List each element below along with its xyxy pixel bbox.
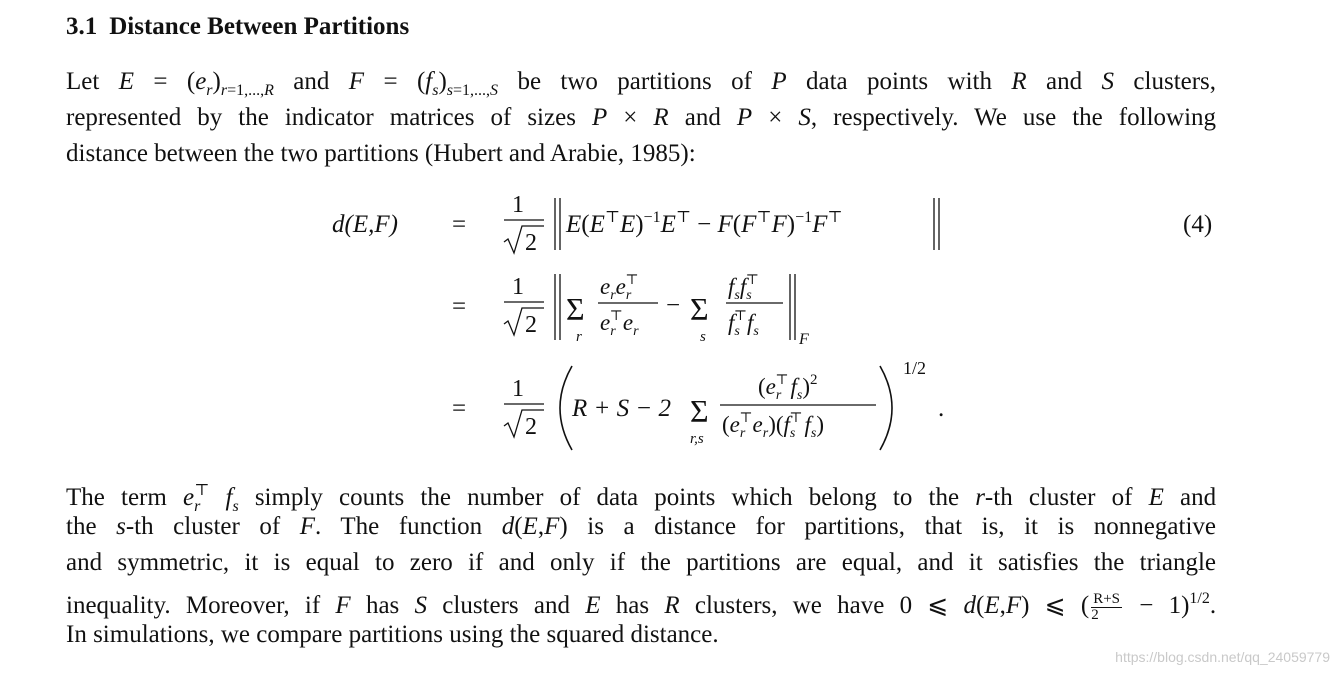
text-be-two-partitions: be two partitions of	[517, 68, 752, 95]
sqrt-sign	[504, 410, 544, 437]
intro-paragraph	[66, 64, 1216, 172]
equation-block	[0, 170, 1339, 470]
fraction-denominator: $e_r⊤e_r$	[600, 309, 639, 339]
watermark: https://blog.csdn.net/qq_24059779	[1115, 649, 1330, 665]
fraction-one: 1	[512, 192, 524, 218]
sqrt-sign	[504, 308, 544, 335]
text-clusters: clusters,	[1133, 68, 1217, 95]
fraction-one: 1	[512, 376, 524, 402]
sqrt-argument: 2	[525, 312, 537, 338]
text-inequality: inequality. Moreover, if	[66, 592, 321, 619]
norm-expression: $E(E^⊤E)^{-1}E^⊤ - F(F^⊤F)^{-1}F^⊤$	[566, 209, 843, 238]
sqrt-sign	[504, 226, 544, 253]
sum-symbol: Σ	[690, 393, 709, 429]
sum-symbol: Σ	[566, 291, 585, 327]
text-and: and	[1046, 68, 1083, 95]
fraction-denominator: $(e_r⊤e_r)(f_s⊤f_s)$	[722, 411, 825, 441]
sum-symbol: Σ	[690, 291, 709, 327]
exponent-half: 1/2	[903, 358, 927, 378]
explanation-paragraph	[66, 473, 1216, 653]
explanation-line-3: and symmetric, it is equal to zero if and only if the partitions are equal, and it satisfies the triangle	[66, 549, 1216, 576]
text-has: has	[615, 592, 650, 619]
sqrt-argument: 2	[525, 414, 537, 440]
text-data-points-with: data points with	[806, 68, 992, 95]
text-and: and	[684, 104, 721, 131]
sqrt-argument: 2	[525, 230, 537, 256]
text-and: and	[1179, 484, 1217, 511]
explanation-line-2: the s-th cluster of F. The function d(E,F) is a distance for partitions, that is, it is nonnegative	[66, 513, 1216, 540]
sum-index: r	[576, 329, 582, 345]
section-number: 3.1	[66, 13, 98, 40]
text-the: the	[66, 513, 97, 540]
sum-index: r,s	[690, 431, 704, 447]
text-clusters-we-have: clusters, we have	[694, 592, 885, 619]
norm-subscript: F	[799, 331, 809, 348]
text-and: and	[293, 68, 330, 95]
explanation-line-5: In simulations, we compare partitions using the squared distance.	[66, 621, 719, 648]
text-let: Let	[66, 68, 100, 95]
equals-sign: =	[452, 211, 467, 238]
fraction-numerator: $e_re_r⊤$	[600, 273, 639, 303]
equation-lhs: d(E,F)	[332, 211, 398, 238]
text-respectively: , respectively. We use the following	[810, 104, 1217, 131]
inline-fraction: $\frac{R+S}{2}$	[1091, 590, 1121, 623]
sum-index: s	[700, 329, 706, 345]
r-plus-s-minus-two: R + S − 2	[572, 395, 672, 422]
text-th-cluster-of: -th cluster of	[984, 484, 1133, 511]
equation-period: .	[938, 395, 945, 422]
equals-sign: =	[452, 293, 467, 320]
equals-sign: =	[452, 395, 467, 422]
fraction-numerator: $(e_r⊤f_s)^2$	[758, 372, 818, 403]
fraction-one: 1	[512, 274, 524, 300]
text-has: has	[365, 592, 400, 619]
text-simply-counts: simply counts the number of data points which belong to the	[254, 484, 960, 511]
right-paren	[880, 366, 892, 450]
left-paren	[560, 366, 572, 450]
explanation-line-4: inequality. Moreover, if F has S clusters and E has R clusters, we have 0 ⩽ d(E,F) ⩽ ( $\frac{R+S}{2}$ − 1)$^{1/2}$.	[66, 590, 1217, 623]
fraction-numerator: $f_sf_s⊤$	[728, 273, 759, 303]
explanation-line-1: The term $e_r^⊤$ $f_s$ simply counts the number of data points which belong to the r-th cluster of E and	[66, 482, 1217, 515]
text-is-a-distance: is a distance for partitions, that is, it is nonnegative	[587, 513, 1216, 540]
section-title: Distance Between Partitions	[109, 13, 410, 40]
text-represented: represented by the indicator matrices of sizes	[66, 104, 576, 131]
equation-number: (4)	[1183, 211, 1213, 238]
section-heading	[66, 13, 409, 41]
fraction-denominator: $f_s⊤f_s$	[728, 309, 759, 339]
distance-bound: 0 ⩽ d(E,F) ⩽ ( $\frac{R+S}{2}$ − 1)$^{1/2}$.	[899, 590, 1217, 623]
text-th-cluster-of: -th cluster of	[125, 513, 281, 540]
text-the-function: . The function	[315, 513, 483, 540]
intro-line-3: distance between the two partitions (Hubert and Arabie, 1985):	[66, 140, 696, 167]
intro-line-1: Let $E = (e_r)_{r=1,...,R}$ and $F = (f_s)_{s=1,...,S}$ be two partitions of P data points with R and S clusters,	[66, 68, 1217, 99]
text-clusters-and: clusters and	[442, 592, 570, 619]
text-the-term: The term	[66, 484, 167, 511]
intro-line-2: represented by the indicator matrices of sizes P × R and P × S, respectively. We use the following	[66, 104, 1217, 131]
minus-sign: −	[666, 292, 681, 319]
